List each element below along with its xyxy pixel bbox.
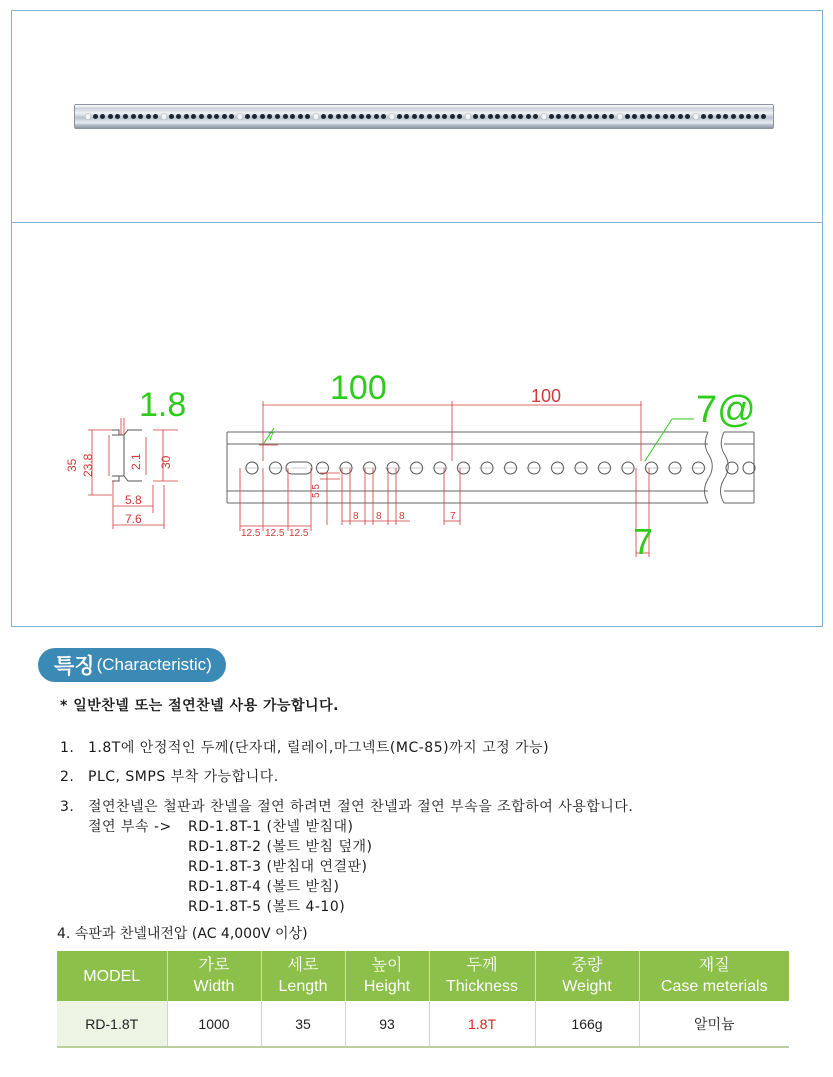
rail-hole [85, 113, 91, 120]
list-item-text: PLC, SMPS 부착 가능합니다. [88, 769, 279, 785]
cell-thickness: 1.8T [429, 1001, 535, 1047]
rail-hole [161, 113, 167, 120]
pitch-leader [264, 419, 694, 461]
rail-hole [602, 114, 607, 119]
rail-hole [739, 114, 744, 119]
header-ko: 중량 [571, 957, 603, 974]
rail-hole [146, 114, 151, 119]
cell-weight: 166g [535, 1001, 639, 1047]
header-en: Case meterials [660, 978, 768, 995]
rail-hole [199, 114, 204, 119]
list-item-text: 1.8T에 안정적인 두께(단자대, 릴레이,마그넥트(MC-85)까지 고정 가능) [88, 740, 550, 756]
rail-hole [207, 114, 212, 119]
header-en: Weight [562, 978, 612, 995]
list-item-number: 1. [60, 740, 75, 756]
dim-slot-7: 7 [450, 511, 456, 522]
rail-hole [640, 114, 645, 119]
section-title-en: (Characteristic) [96, 655, 212, 674]
rail-hole [100, 114, 105, 119]
rail-hole [518, 114, 523, 119]
dim-hole-7-small: 7 [268, 431, 275, 443]
rail-hole [511, 114, 516, 119]
rail-hole [625, 114, 630, 119]
rail-hole [313, 113, 319, 120]
rail-hole [328, 114, 333, 119]
technical-drawing-panel [11, 222, 823, 627]
part-item: RD-1.8T-2 (볼트 받침 덮개) [188, 839, 373, 855]
rail-top-lip [75, 105, 773, 109]
rail-hole [761, 114, 766, 119]
part-item: RD-1.8T-1 (찬넬 받침대) [188, 819, 354, 835]
list-item [60, 766, 279, 786]
dim-5-8: 5.8 [125, 493, 142, 507]
dim-thickness: 1.8 [139, 386, 187, 424]
rail-hole [290, 114, 295, 119]
rail-hole [609, 114, 614, 119]
rail-hole [153, 114, 158, 119]
header-ko: 높이 [371, 957, 403, 974]
rail-hole [267, 114, 272, 119]
dim-7-6: 7.6 [125, 512, 142, 526]
spec-table [57, 951, 789, 1048]
rail-hole [260, 114, 265, 119]
header-en: MODEL [83, 967, 141, 985]
header-ko: 재질 [698, 957, 730, 974]
rail-hole [571, 114, 576, 119]
rail-hole [693, 113, 699, 120]
header-height [345, 951, 429, 1001]
rail-hole [556, 114, 561, 119]
rail-hole [701, 114, 706, 119]
rail-hole [169, 114, 174, 119]
rail-hole [366, 114, 371, 119]
rail-hole [336, 114, 341, 119]
voltage-note: 4. 속판과 찬넬내전압 (AC 4,000V 이상) [57, 926, 308, 942]
dim-2-1: 2.1 [129, 453, 143, 470]
cell-model: RD-1.8T [57, 1001, 167, 1047]
rail-hole [343, 114, 348, 119]
rail-hole [245, 114, 250, 119]
rail-hole [374, 114, 379, 119]
part-item: RD-1.8T-3 (받침대 연결판) [188, 859, 368, 875]
dim-8-c: 8 [399, 511, 405, 522]
intro-note: * 일반찬넬 또는 절연찬넬 사용 가능합니다. [60, 698, 339, 714]
rail-hole [541, 113, 547, 120]
rail-hole [123, 114, 128, 119]
rail-hole [731, 114, 736, 119]
dim-width-35: 35 [65, 458, 79, 472]
header-width [167, 951, 261, 1001]
rail-hole [115, 114, 120, 119]
part-item: RD-1.8T-5 (볼트 4-10) [188, 899, 346, 915]
dim-8-b: 8 [376, 511, 382, 522]
section-title-badge [38, 648, 226, 682]
rail-hole [351, 114, 356, 119]
rail-hole [663, 114, 668, 119]
rail-hole [746, 114, 751, 119]
rail-bottom-lip [75, 124, 773, 128]
rail-hole [252, 114, 257, 119]
rail-hole [108, 114, 113, 119]
rail-hole [495, 114, 500, 119]
spec-table-header [57, 951, 789, 1001]
cell-height: 93 [345, 1001, 429, 1047]
rail-hole [138, 114, 143, 119]
rail-hole [503, 114, 508, 119]
dim-12-5-c: 12.5 [289, 528, 309, 539]
rail-hole [222, 114, 227, 119]
rail-hole [229, 114, 234, 119]
drawing-hole [743, 462, 755, 474]
header-en: Length [278, 978, 328, 995]
rail-hole [533, 114, 538, 119]
rail-hole [480, 114, 485, 119]
rail-hole [488, 114, 493, 119]
rail-hole [617, 113, 623, 120]
table-row [57, 1001, 789, 1047]
rail-hole [298, 114, 303, 119]
rail-hole [579, 114, 584, 119]
rail-hole [632, 114, 637, 119]
rail-dimension-drawing [12, 223, 822, 626]
rail-hole [176, 114, 181, 119]
rail-hole [412, 114, 417, 119]
rail-hole [670, 114, 675, 119]
rail-hole [191, 114, 196, 119]
header-en: Height [363, 978, 411, 995]
rail-hole [549, 114, 554, 119]
dim-100-large: 100 [330, 369, 387, 407]
dim-hole-7-large: 7 [633, 521, 654, 562]
rail-hole [655, 114, 660, 119]
rail-hole [647, 114, 652, 119]
rail-hole [564, 114, 569, 119]
list-item-number: 2. [60, 769, 75, 785]
rail-hole [716, 114, 721, 119]
parts-label: 절연 부속 -> [88, 819, 172, 835]
din-rail-photo [74, 104, 774, 129]
rail-hole [359, 114, 364, 119]
rail-hole [305, 114, 310, 119]
section-title-ko: 특징 [54, 655, 95, 678]
rail-hole [427, 114, 432, 119]
dim-12-5-a: 12.5 [241, 528, 261, 539]
header-en: Thickness [445, 978, 519, 995]
header-length [261, 951, 345, 1001]
rail-hole [214, 114, 219, 119]
rail-hole [587, 114, 592, 119]
header-model [57, 951, 167, 1001]
rail-hole [594, 114, 599, 119]
rail-hole [457, 114, 462, 119]
rail-hole [283, 114, 288, 119]
list-item [60, 796, 633, 816]
rail-hole [450, 114, 455, 119]
list-item [60, 737, 549, 757]
dim-100-small: 100 [531, 386, 562, 406]
rail-hole [131, 114, 136, 119]
part-item: RD-1.8T-4 (볼트 받침) [188, 879, 340, 895]
rail-hole [93, 114, 98, 119]
header-en: Width [193, 978, 235, 995]
product-photo-panel [11, 10, 823, 223]
header-thickness [429, 951, 535, 1001]
rail-hole [465, 113, 471, 120]
rail-hole [237, 113, 243, 120]
rail-holes [81, 114, 767, 121]
dim-23-8: 23.8 [81, 453, 95, 477]
dim-pitch-7: 7@ [696, 389, 756, 431]
rail-hole [397, 114, 402, 119]
rail-front-view [227, 432, 754, 503]
rail-hole [184, 114, 189, 119]
cell-width: 1000 [167, 1001, 261, 1047]
rail-hole [404, 114, 409, 119]
header-ko: 두께 [466, 957, 498, 974]
cell-length: 35 [261, 1001, 345, 1047]
header-ko: 세로 [287, 957, 319, 974]
rail-hole [473, 114, 478, 119]
header-material [639, 951, 789, 1001]
rail-hole [685, 114, 690, 119]
rail-hole [754, 114, 759, 119]
dim-8-a: 8 [353, 511, 359, 522]
rail-hole [678, 114, 683, 119]
header-ko: 가로 [198, 957, 230, 974]
rail-hole [381, 114, 386, 119]
dim-5-5: 5.5 [311, 484, 322, 498]
list-item-text: 절연찬넬은 철판과 찬넬을 절연 하려면 절연 찬넬과 절연 부속을 조합하여 사용합니다. [88, 799, 634, 815]
rail-hole [435, 114, 440, 119]
rail-hole [419, 114, 424, 119]
header-weight [535, 951, 639, 1001]
dim-12-5-b: 12.5 [265, 528, 285, 539]
rail-hole [275, 114, 280, 119]
rail-hole [708, 114, 713, 119]
dim-30: 30 [159, 455, 173, 469]
rail-hole [442, 114, 447, 119]
rail-hole [389, 113, 395, 120]
rail-hole [526, 114, 531, 119]
list-item-number: 3. [60, 799, 75, 815]
rail-hole [321, 114, 326, 119]
rail-hole [723, 114, 728, 119]
rail-front-holes [244, 462, 755, 474]
cell-material: 알미늄 [639, 1001, 789, 1047]
